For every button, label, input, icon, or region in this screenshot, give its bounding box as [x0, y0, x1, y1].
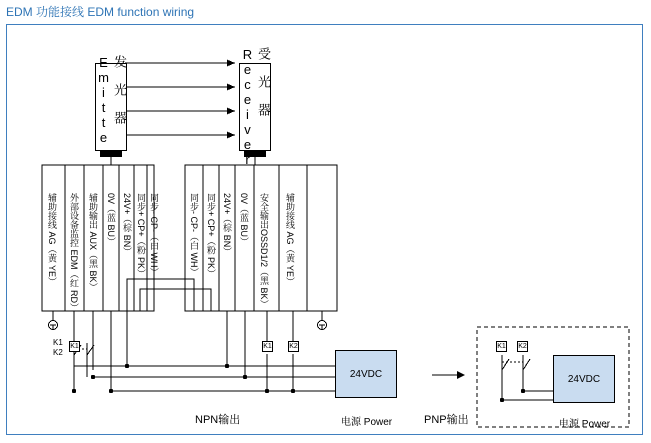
power-supply-pnp — [553, 355, 615, 403]
diagram-frame — [6, 24, 643, 435]
power-caption-npn: 电源 Power — [341, 417, 393, 428]
receiver-wire-label-4: 安全输出OSSD1/2（黑 BK） — [259, 193, 269, 309]
page-title: EDM 功能接线 EDM function wiring — [6, 5, 195, 19]
terminal-k1-left[interactable]: K1 — [70, 343, 79, 350]
receiver-label: 受 光 器 Receiver — [240, 47, 271, 167]
emitter-wire-label-1: 外部设备监控 EDM（红 RD） — [69, 193, 79, 312]
emitter-wire-label-3: 0V（蓝 BU） — [106, 193, 116, 247]
power-caption-pnp: 电源 Power — [559, 419, 611, 430]
emitter-wire-label-5: 同步+ CP+（粉 PK） — [136, 193, 146, 279]
receiver-wire-label-0: 同步- CP-（白 WH） — [189, 193, 199, 277]
emitter-wire-label-6: 同步- CP-（白 WH） — [149, 193, 159, 277]
emitter-label: 发 光 器 Emitter — [96, 54, 127, 160]
relay-label-k2: K2 — [53, 348, 63, 357]
terminal-k2-ossd[interactable]: K2 — [289, 343, 298, 350]
emitter-box — [95, 54, 127, 160]
power-supply-npn — [335, 350, 397, 398]
receiver-wire-label-3: 0V（蓝 BU） — [239, 193, 249, 247]
receiver-box — [239, 47, 271, 167]
emitter-wire-label-4: 24V+（棕 BN） — [122, 193, 132, 257]
terminal-k1-ossd[interactable]: K1 — [263, 343, 272, 350]
receiver-wire-label-5: 辅助接线 AG（黄 YE） — [285, 193, 295, 287]
power-supply-npn-value: 24VDC — [349, 368, 383, 380]
emitter-wire-label-2: 辅助输出 AUX（黑 BK） — [88, 193, 98, 292]
receiver-wire-label-2: 24V+（棕 BN） — [222, 193, 232, 257]
power-supply-pnp-value: 24VDC — [567, 373, 601, 385]
npn-caption: NPN输出 — [195, 414, 241, 426]
pnp-caption: PNP输出 — [424, 414, 469, 426]
receiver-wire-label-1: 同步+ CP+（粉 PK） — [206, 193, 216, 279]
terminal-k2-pnp[interactable]: K2 — [518, 343, 527, 350]
emitter-wire-label-0: 辅助接线 AG（黄 YE） — [47, 193, 57, 287]
relay-label-k1: K1 — [53, 338, 63, 347]
terminal-k1-pnp[interactable]: K1 — [497, 343, 506, 350]
